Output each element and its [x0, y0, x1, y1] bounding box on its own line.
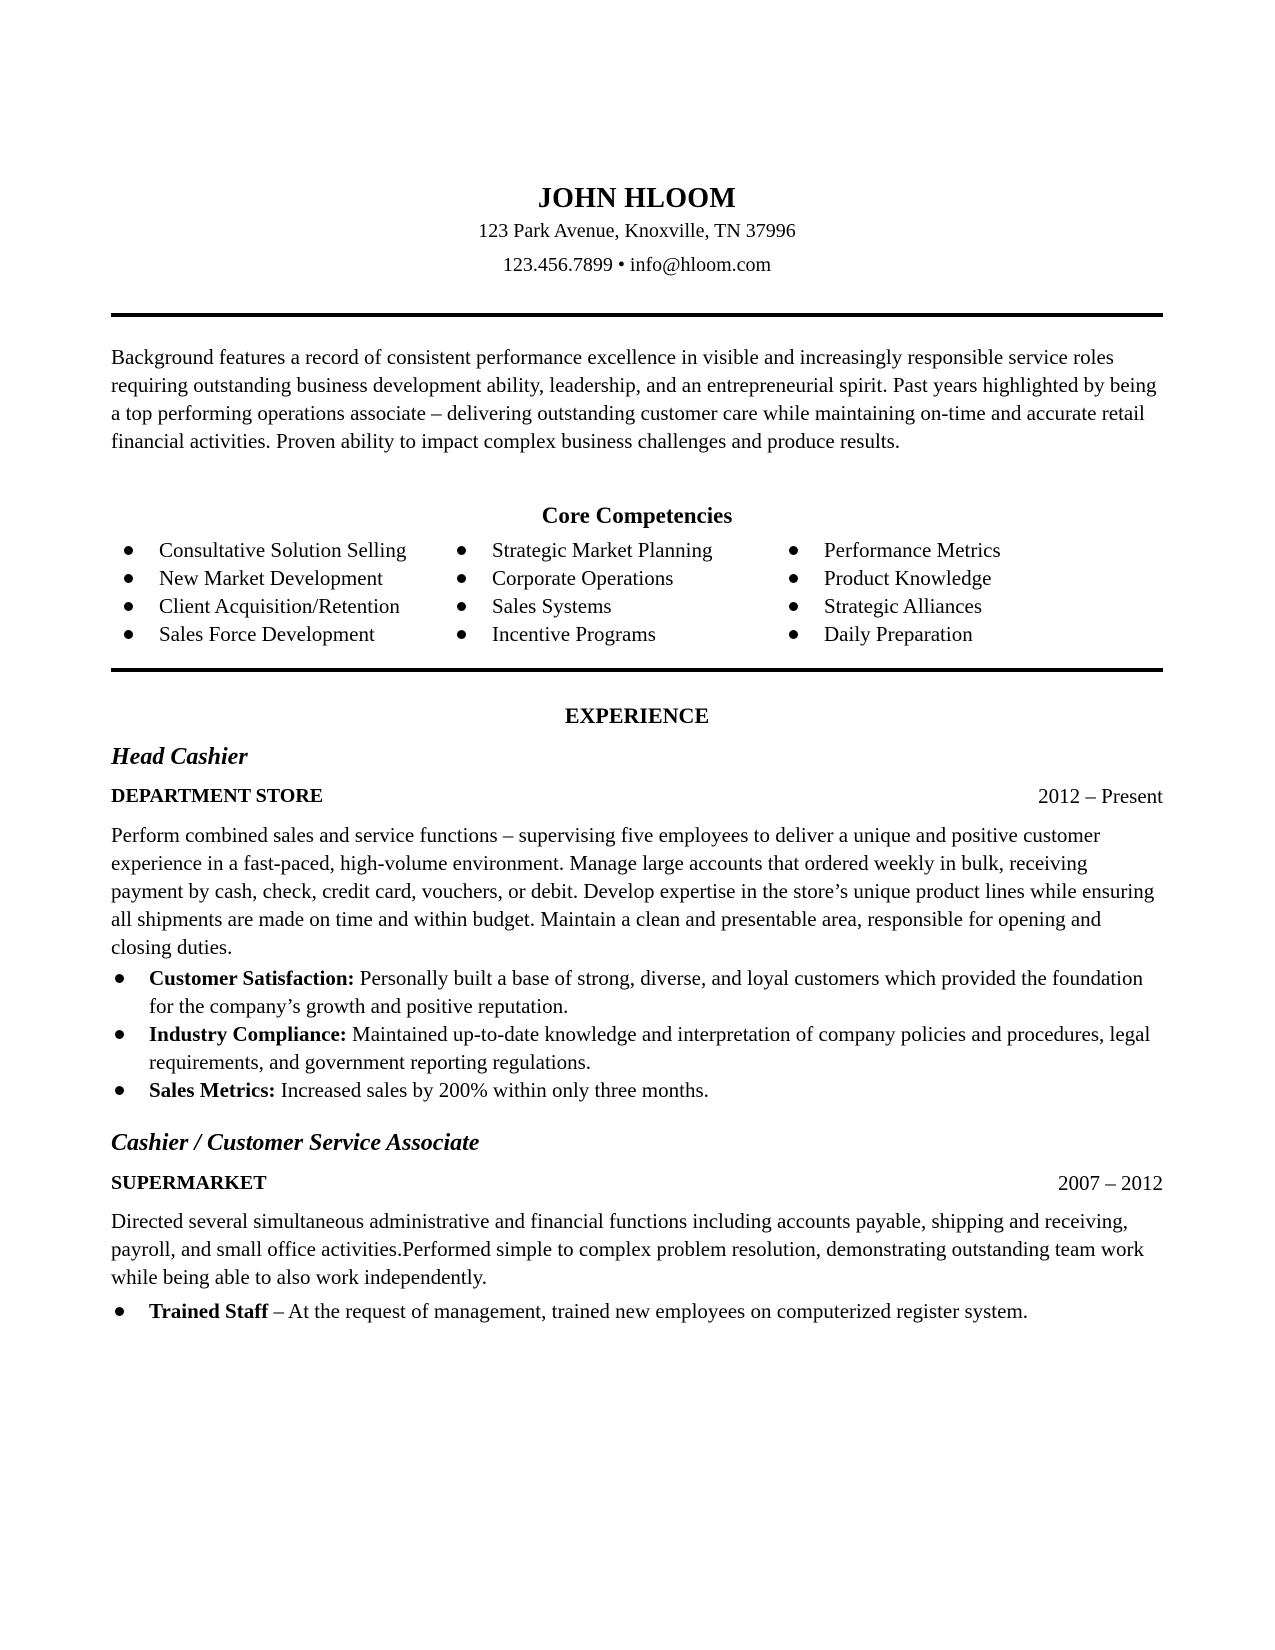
competencies-column-2: [444, 536, 712, 648]
bullet-icon: [789, 630, 798, 639]
competency-item: Sales Force Development: [111, 620, 406, 648]
experience-heading: EXPERIENCE: [564, 703, 710, 728]
achievement-item: Trained Staff – At the request of management, trained new employees on computerized register system.: [111, 1297, 1163, 1325]
competency-item: Client Acquisition/Retention: [111, 592, 406, 620]
competency-item: Strategic Market Planning: [444, 536, 712, 564]
competencies-column-1: [111, 536, 406, 648]
competencies-heading: Core Competencies: [541, 503, 733, 528]
job-achievements: [111, 1297, 1163, 1325]
job-title: Cashier / Customer Service Associate: [111, 1130, 480, 1156]
bullet-icon: [789, 574, 798, 583]
resume-page: [111, 0, 1163, 1650]
competency-item: Performance Metrics: [776, 536, 1001, 564]
bullet-icon: [115, 974, 124, 983]
achievement-item: Sales Metrics: Increased sales by 200% within only three months.: [111, 1076, 1163, 1104]
competency-item: Daily Preparation: [776, 620, 1001, 648]
job-achievements: [111, 964, 1163, 1104]
bullet-icon: [789, 546, 798, 555]
summary-paragraph: Background features a record of consistent performance excellence in visible and increasingly responsible service roles requiring outstanding business development ability, leadership, and an entrepreneurial spirit. Past years highlighted by being a top performing operations associate – delivering outstanding customer care while maintaining on-time and accurate retail financial activities. Proven ability to impact complex business challenges and produce results.: [111, 345, 1157, 453]
bullet-icon: [457, 630, 466, 639]
bullet-icon: [124, 574, 133, 583]
competency-item: Sales Systems: [444, 592, 712, 620]
competency-item: New Market Development: [111, 564, 406, 592]
bullet-icon: [124, 546, 133, 555]
candidate-name: JOHN HLOOM: [537, 183, 737, 214]
competency-item: Incentive Programs: [444, 620, 712, 648]
competency-item: Product Knowledge: [776, 564, 1001, 592]
competency-item: Consultative Solution Selling: [111, 536, 406, 564]
employment-dates: 2007 – 2012: [1058, 1171, 1163, 1195]
bullet-icon: [457, 602, 466, 611]
job-description: Directed several simultaneous administrative and financial functions including accounts payable, shipping and receiving, payroll, and small office activities.Performed simple to complex problem resolution, demonstrating outstanding team work while being able to also work independently.: [111, 1209, 1145, 1289]
bullet-icon: [115, 1307, 124, 1316]
competencies-column-3: [776, 536, 1001, 648]
bullet-icon: [789, 602, 798, 611]
bullet-icon: [457, 574, 466, 583]
header-divider: [111, 313, 1163, 317]
achievement-item: Customer Satisfaction: Personally built a base of strong, diverse, and loyal customers which provided the foundation for the company’s growth and positive reputation.: [111, 964, 1163, 1020]
employment-dates: 2012 – Present: [1038, 784, 1163, 808]
competency-item: Strategic Alliances: [776, 592, 1001, 620]
competencies-divider: [111, 668, 1163, 672]
company-name: SUPERMARKET: [111, 1172, 267, 1194]
company-name: DEPARTMENT STORE: [111, 785, 324, 807]
bullet-icon: [115, 1086, 124, 1095]
job-title: Head Cashier: [111, 744, 248, 770]
phone-email-line: 123.456.7899 • info@hloom.com: [502, 254, 772, 276]
address-line: 123 Park Avenue, Knoxville, TN 37996: [478, 220, 796, 242]
competency-item: Corporate Operations: [444, 564, 712, 592]
bullet-icon: [457, 546, 466, 555]
bullet-icon: [115, 1030, 124, 1039]
achievement-item: Industry Compliance: Maintained up-to-date knowledge and interpretation of company policies and procedures, legal requirements, and government reporting regulations.: [111, 1020, 1163, 1076]
job-description: Perform combined sales and service functions – supervising five employees to deliver a unique and positive customer experience in a fast-paced, high-volume environment. Manage large accounts that ordered weekly in bulk, receiving payment by cash, check, credit card, vouchers, or debit. Develop expertise in the store’s unique product lines while ensuring all shipments are made on time and within budget. Maintain a clean and presentable area, responsible for opening and closing duties.: [111, 823, 1155, 959]
bullet-icon: [124, 602, 133, 611]
bullet-icon: [124, 630, 133, 639]
